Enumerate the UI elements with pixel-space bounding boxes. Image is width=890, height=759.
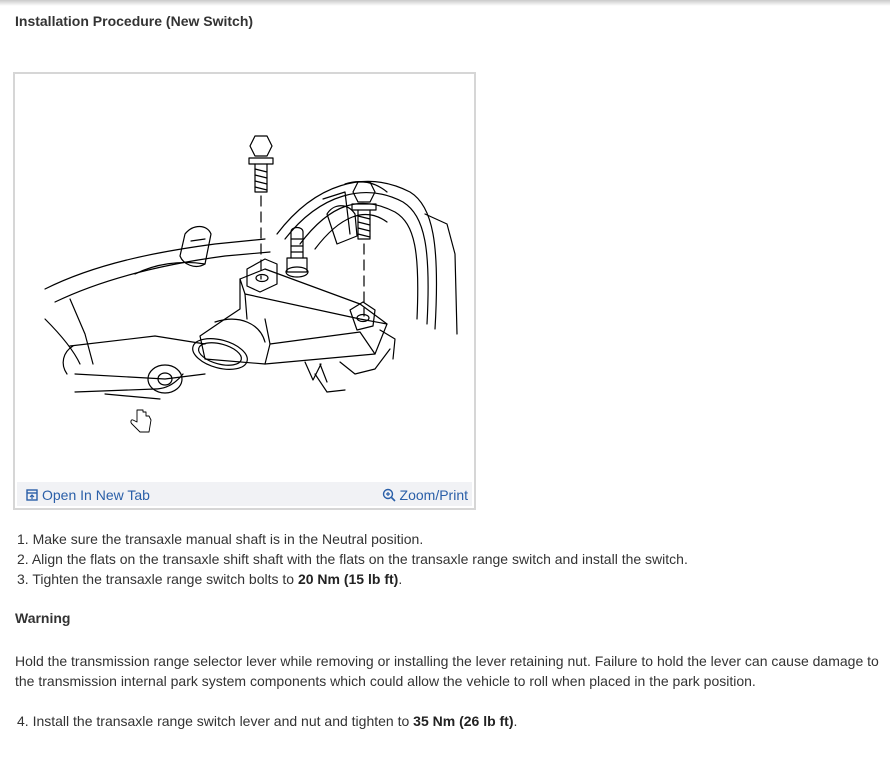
step-text: Make sure the transaxle manual shaft is in the Neutral position. (32, 531, 424, 547)
warning-text: Hold the transmission range selector lever while removing or installing the lever retaining nut. Failure to hold the lever can cause damage to the transmission internal park system components which could allow the vehicle to roll when placed in the park position. (15, 653, 879, 689)
open-in-new-tab-link[interactable] (26, 487, 150, 503)
zoom-print-label: Zoom/Print (399, 487, 468, 503)
page-title: Installation Procedure (New Switch) (15, 13, 254, 29)
step-tail: . (398, 571, 403, 587)
step-item (17, 711, 517, 731)
open-in-new-tab-icon (26, 489, 38, 501)
step-item (17, 529, 688, 549)
step-text: Install the transaxle range switch lever and nut and tighten to (32, 713, 414, 729)
open-in-new-tab-label: Open In New Tab (42, 487, 150, 503)
torque-spec: 35 Nm (26 lb ft) (413, 713, 514, 729)
zoom-in-icon (382, 488, 396, 502)
step-text: Align the flats on the transaxle shift shaft with the flats on the transaxle range switch and install the switch. (31, 551, 688, 567)
step-number: 1. (17, 531, 29, 547)
step-item (17, 569, 688, 589)
step-number: 3. (17, 571, 29, 587)
step-number: 2. (17, 551, 29, 567)
zoom-print-link[interactable] (382, 487, 468, 503)
figure-container (13, 72, 476, 510)
torque-spec: 20 Nm (15 lb ft) (297, 571, 399, 587)
step-tail: . (513, 713, 518, 729)
warning-title: Warning (15, 610, 71, 626)
step-number: 4. (17, 713, 29, 729)
top-shadow (0, 0, 890, 6)
step-item (17, 549, 688, 569)
figure-footer (17, 482, 472, 506)
installation-steps (17, 529, 688, 589)
step-text: Tighten the transaxle range switch bolts to (32, 571, 298, 587)
transaxle-range-switch-illustration[interactable] (15, 74, 474, 482)
